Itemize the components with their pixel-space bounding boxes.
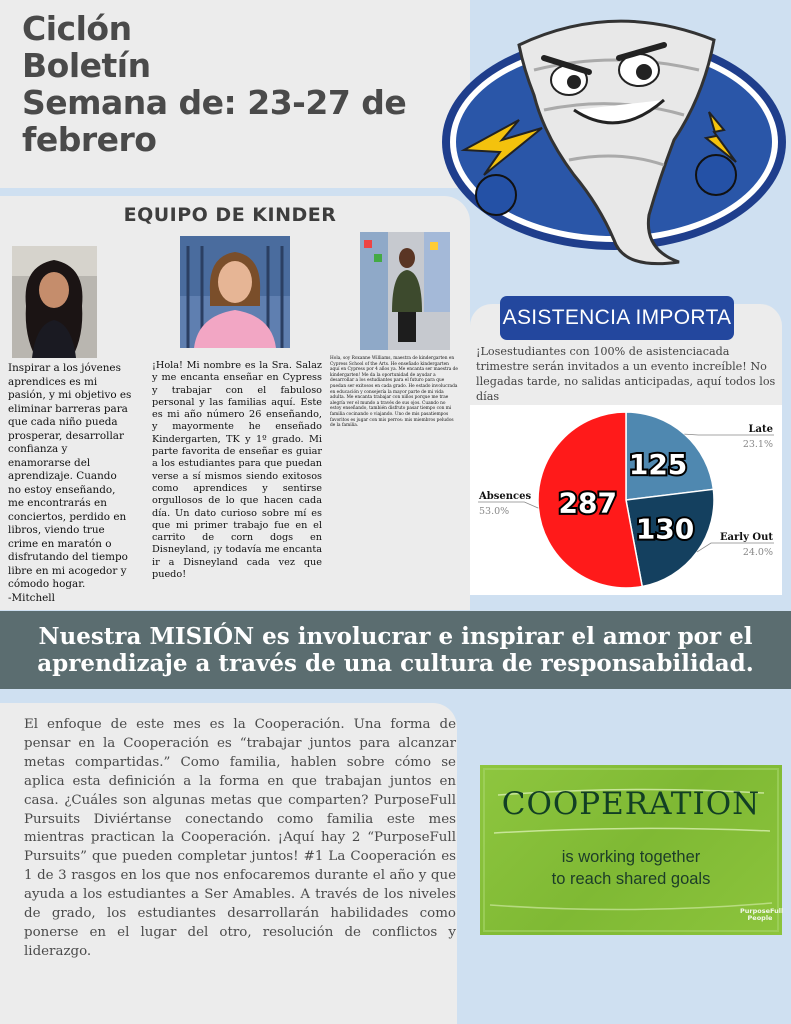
attendance-chart-container	[470, 405, 782, 595]
pie-percent-label: 24.0%	[742, 547, 773, 558]
mission-pre: Nuestra	[38, 623, 150, 650]
pie-category-label: Late	[748, 424, 773, 435]
attendance-title: ASISTENCIA IMPORTA	[500, 296, 734, 340]
pie-value-label: 130	[635, 512, 695, 546]
teacher-bio-salaz: ¡Hola! Mi nombre es la Sra. Salaz y me encanta enseñar en Cypress y trabajar con el fabuloso personal y las familias aquí. Este es mi año número 26 enseñando, y mayormente he enseñado Kindergarten, TK y 1º grado. Mi parte favorita de enseñar es guiar a los estudiantes para que puedan verse a sí mismos siendo exitosos como aprendices y sentirse orgullosos de lo que hacen cada día. Un dato curioso sobre mí es que mi primer trabajo fue en el carrito de corn dogs en Disneyland, ¡y todavía me encanta ir a Disneyland cada vez que puedo!	[152, 360, 322, 581]
brand-line: PurposeFull	[740, 907, 784, 915]
teacher-photo-williams	[360, 232, 450, 350]
pie-category-label: Absences	[479, 491, 532, 502]
pie-value-label: 287	[558, 486, 617, 520]
mission-statement	[20, 623, 771, 677]
bio-signature: -Mitchell	[8, 591, 55, 604]
cooperation-card-subtitle	[480, 846, 782, 890]
pie-percent-label: 53.0%	[479, 506, 510, 517]
title-line: Semana de: 23-27 de	[22, 83, 407, 122]
cyclone-mascot-image	[424, 0, 791, 275]
pie-category-label: Early Out	[719, 532, 773, 543]
mission-post: es involucrar e inspirar el amor por el aprendizaje a través de una cultura de responsabilidad.	[37, 623, 754, 677]
attendance-text: ¡Losestudiantes con 100% de asistenciacada trimestre serán invitados a un evento increíble! No llegadas tarde, no salidas anticipadas, aquí todos los días	[476, 345, 776, 403]
newsletter-title	[22, 10, 462, 158]
bio-text: Inspirar a los jóvenes aprendices es mi pasión, y mi objetivo es eliminar barreras para que cada niño pueda prosperar, desarrollar confianza y enamorarse del aprendizaje. Cuando no estoy enseñando, me encontrarás en conciertos, perdido en libros, viendo true crime en maratón o disfrutando del tiempo libre en mi acogedor y cómodo hogar.	[8, 362, 132, 590]
purposefull-logo	[740, 907, 784, 922]
teacher-bio-mitchell	[8, 362, 132, 605]
title-line: febrero	[22, 120, 157, 159]
card-line: is working together	[561, 848, 701, 866]
teacher-bio-williams: Hola, soy Roxanne Williams, maestra de kindergarten en Cypress School of the Arts. He enseñado kindergarten aquí en Cypress por 4 años ya. Me encanta ser maestra de kindergarten! Me da la oportunidad de ayudar a desarrollar a los estudiantes para el futuro para que puedan ser exitosos en cada grado. He estado involucrada en educación y consejería la mayor parte de mi vida adulta. Me encanta trabajar con niños porque me trae alegría ver el mundo a través de sus ojos. Cuando no estoy enseñando, también disfruto pasar tiempo con mi familia cocinando o viajando. Uno de mis pasatiempos favoritos es jugar con mis perros: mis miembros peludos de la familia.	[330, 356, 458, 429]
teacher-photo-mitchell	[12, 246, 97, 358]
mission-highlight: MISIÓN	[149, 623, 255, 650]
kinder-team-title: EQUIPO DE KINDER	[123, 204, 337, 226]
cooperation-text: El enfoque de este mes es la Cooperación. Una forma de pensar en la Cooperación es “trabajar juntos para alcanzar metas compartidas.” Como familia, hablen sobre cómo se aplica esta definición a la forma en que trabajan juntos en casa. ¿Cuáles son algunas metas que comparten? PurposeFull Pursuits Diviértanse conectando como familia este mes mientras practican la Cooperación. ¡Aquí hay 2 “PurposeFull Pursuits” que pueden completar juntos! #1 La Cooperación es 1 de 3 rasgos en los que nos enfocaremos durante el año y que ayuda a los estudiantes a Ser Amables. A través de los niveles de grado, los estudiantes desarrollarán habilidades como ponerse en el lugar del otro, resolución de conflictos y liderazgo.	[24, 717, 456, 959]
attendance-pie-chart	[470, 405, 782, 595]
pie-percent-label: 23.1%	[742, 439, 773, 450]
pie-value-label: 125	[628, 447, 688, 481]
title-line: Ciclón	[22, 9, 132, 48]
brand-line: People	[747, 914, 773, 922]
title-line: Boletín	[22, 46, 151, 85]
card-line: to reach shared goals	[551, 870, 711, 888]
mission-banner	[0, 611, 791, 689]
cooperation-card-title: COOPERATION	[501, 786, 761, 822]
teacher-photo-salaz	[180, 236, 290, 348]
